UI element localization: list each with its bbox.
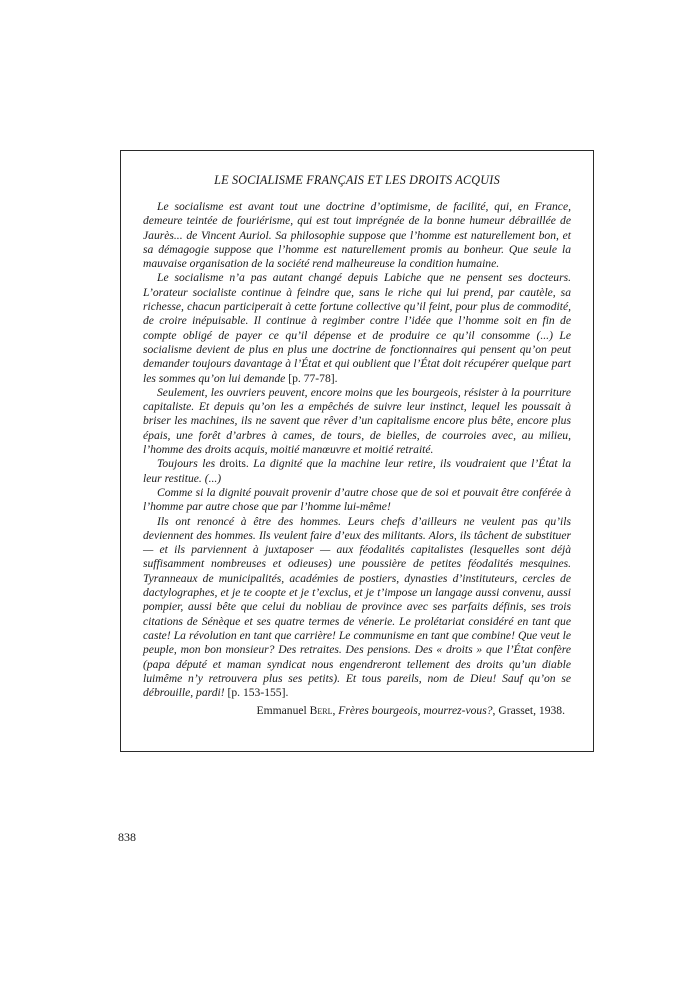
page-reference-2: [p. 153-155].	[227, 686, 289, 700]
citation: Emmanuel Berl, Frères bourgeois, mourrez-vous?, Grasset, 1938.	[256, 704, 565, 718]
citation-author-first: Emmanuel	[256, 704, 307, 718]
paragraph-6	[143, 515, 571, 701]
paragraph-2-text: Le socialisme n’a pas autant changé depuis Labiche que ne pensent ses docteurs. L’orateur socialiste continue à feindre que, sans le riche qui lui prend, par cautèle, sa richesse, chacun participerait à cette fortune collective qu’il feint, pour plus de commodité, de croire inépuisable. Il continue à regimber contre l’idée que l’homme soit en fin de compte obligé de payer ce qu’il dépense et de produire ce qu’il consomme (...) Le socialisme devient de plus en plus une doctrine de fonctionnaires qui pensent qu’on peut demander toujours davantage à l’État et qui oublient que l’État doit récupérer quelque part les sommes qu’on lui demande	[143, 271, 571, 385]
box-title: LE SOCIALISME FRANÇAIS ET LES DROITS ACQUIS	[214, 173, 500, 187]
quote-box	[120, 150, 594, 752]
paragraph-5: Comme si la dignité pouvait provenir d’autre chose que de soi et pouvait être conférée à l’homme par autre chose que par l’homme lui-même!	[143, 485, 571, 514]
paragraph-1: Le socialisme est avant tout une doctrine d’optimisme, de facilité, qui, en France, demeure teintée de fouriérisme, qui est tout imprégnée de la bonne humeur débraillée de Jaurès... de Vincent Auriol. Sa philosophie suppose que l’homme est naturellement bon, et sa démagogie suppose que l’homme est naturellement promis au bonheur. Que seule la mauvaise organisation de la société rend malheureuse la condition humaine.	[143, 200, 571, 271]
citation-publisher: , Grasset, 1938.	[492, 704, 565, 718]
citation-author-last: Berl	[309, 704, 333, 718]
paragraph-2	[143, 271, 571, 385]
quote-body	[143, 200, 571, 700]
paragraph-3: Seulement, les ouvriers peuvent, encore moins que les bourgeois, résister à la pourriture capitaliste. Et depuis qu’on les a empêchés de suivre leur instinct, lequel les poussait à briser les machines, ils ne savent que rêver d’un capitalisme encore plus bête, encore plus épais, une forêt d’arbres à cames, de tours, de bielles, de courroies avec, au milieu, l’homme des droits acquis, moitié manœuvre et moitié retraité.	[143, 385, 571, 457]
citation-work: Frères bourgeois, mourrez-vous?	[338, 704, 493, 718]
paragraph-4-text: La dignité que la machine leur retire, ils voudraient que l’État la leur restitue. (...)	[143, 457, 571, 485]
page-reference-1: [p. 77-78].	[288, 371, 338, 385]
paragraph-4-droits: droits.	[219, 457, 249, 471]
page-number: 838	[118, 830, 136, 844]
paragraph-4-lead: Toujours les	[157, 457, 216, 471]
paragraph-4	[143, 457, 571, 486]
paragraph-6-text: Ils ont renoncé à être des hommes. Leurs chefs d’ailleurs ne veulent pas qu’ils deviennent des hommes. Ils veulent faire d’eux des militants. Alors, ils tâchent de substituer — et ils parviennent à juxtaposer — aux féodalités capitalistes (lesquelles sont déjà suffisamment nombreuses et odieuses) une poussière de petites féodalités mesquines. Tyranneaux de municipalités, académies de postiers, dynasties d’instituteurs, cercles de dactylographes, et je te coopte et je t’exclus, et je t’impose un langage aussi convenu, aussi pompier, aussi bête que celui du nobliau de province avec ses parfaits définis, ses trois citations de Sénèque et ses quatre termes de vénerie. Le prolétariat considéré en tant que caste! La révolution en tant que carrière! Le communisme en tant que combine! Que veut le peuple, mon bon monsieur? Des retraites. Des pensions. Des « droits » que l’État confère (papa député et maman syndicat nous engendreront tellement des droits qu’un diable luimême n’y retrouvera plus ses petits). Et tous pareils, nom de Dieu! Sauf qu’on se débrouille, pardi!	[143, 514, 571, 700]
